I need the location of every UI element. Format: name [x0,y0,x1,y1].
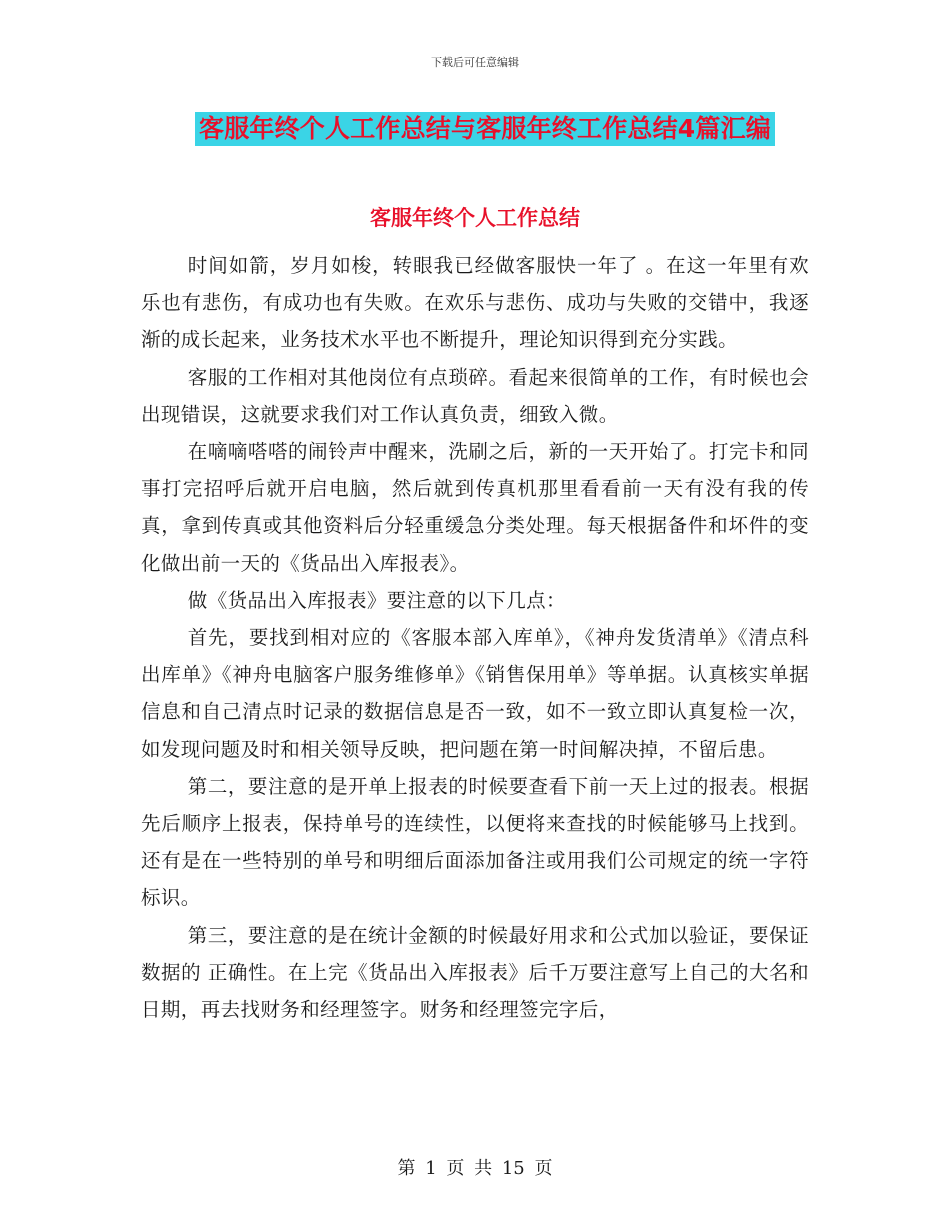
page-number: 第 1 页 共 15 页 [397,1158,553,1179]
section-title: 客服年终个人工作总结 [370,206,580,230]
paragraph: 时间如箭，岁月如梭，转眼我已经做客服快一年了 。在这一年里有欢乐也有悲伤，有成功也有失败。在欢乐与悲伤、成功与失败的交错中，我逐渐的成长起来，业务技术水平也不断提升，理论知识得到充分实践。 [141,254,809,352]
body-text [141,247,809,1028]
header-note: 下载后可任意编辑 [431,56,519,69]
paragraph: 第三，要注意的是在统计金额的时候最好用求和公式加以验证，要保证数据的 正确性。在上完《货品出入库报表》后千万要注意写上自己的大名和日期，再去找财务和经理签字。财务和经理签完字后， [141,923,809,1022]
paragraph: 在嘀嘀嗒嗒的闹铃声中醒来，洗刷之后，新的一天开始了。打完卡和同事打完招呼后就开启电脑，然后就到传真机那里看看前一天有没有我的传真，拿到传真或其他资料后分轻重缓急分类处理。每天根据备件和坏件的变化做出前一天的《货品出入库报表》。 [141,440,809,575]
paragraph: 第二，要注意的是开单上报表的时候要查看下前一天上过的报表。根据先后顺序上报表，保持单号的连续性，以便将来查找的时候能够马上找到。还有是在一些特别的单号和明细后面添加备注或用我们公司规定的统一字符标识。 [141,774,809,910]
paragraph: 首先，要找到相对应的《客服本部入库单》，《神舟发货清单》《清点科出库单》《神舟电脑客户服务维修单》《销售保用单》等单据。认真核实单据信息和自己清点时记录的数据信息是否一致，如不一致立即认真复检一次，如发现问题及时和相关领导反映，把问题在第一时间解决掉，不留后患。 [141,626,809,761]
document-title: 客服年终个人工作总结与客服年终工作总结4篇汇编 [195,112,775,146]
paragraph: 做《货品出入库报表》要注意的以下几点： [187,588,566,612]
paragraph: 客服的工作相对其他岗位有点琐碎。看起来很简单的工作，有时候也会出现错误，这就要求我们对工作认真负责，细致入微。 [141,365,809,426]
